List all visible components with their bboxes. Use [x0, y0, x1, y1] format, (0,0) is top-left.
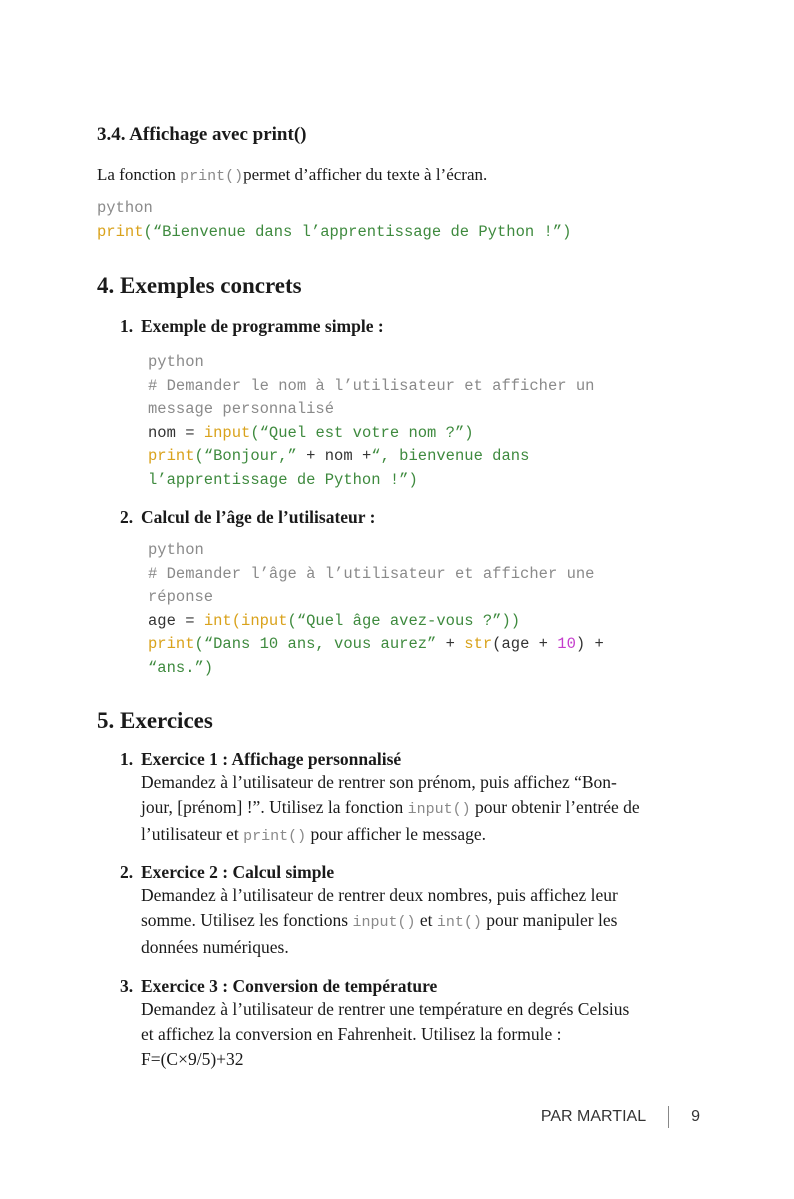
- code-block: python # Demander le nom à l’utilisateur et afficher un message personnalisé nom = input(“Quel est votre nom ?”) print(“Bonjour,” + nom +“, bienvenue dans l’apprentissage de Python !”): [148, 353, 595, 489]
- exercise-text: Demandez à l’utilisateur de rentrer une température en degrés Celsius et affichez la conversion en Fahrenheit. Utilisez la formule : F=(C×9/5)+32: [141, 997, 700, 1072]
- example-1: [120, 316, 700, 337]
- inline-code: int(): [436, 914, 482, 931]
- formula: F=(C×9/5)+32: [141, 1049, 244, 1069]
- inline-code: print(): [180, 168, 244, 185]
- inline-code: input(): [407, 801, 471, 818]
- exercise-3: [120, 976, 700, 1072]
- footer-author: PAR MARTIAL: [540, 1108, 647, 1125]
- inline-code: input(): [352, 914, 416, 931]
- list-number: 1.: [120, 749, 134, 769]
- code-lang: python: [97, 199, 153, 217]
- section-heading: 4. Exemples concrets: [97, 273, 302, 298]
- section-4: [97, 273, 700, 299]
- page-footer: [541, 1106, 700, 1128]
- list-number: 2.: [120, 862, 134, 882]
- section-intro: La fonction print()permet d’afficher du texte à l’écran.: [97, 165, 488, 185]
- exercise-1: [120, 749, 700, 849]
- footer-divider: [668, 1106, 669, 1128]
- list-number: 3.: [120, 976, 134, 996]
- exercise-text: Demandez à l’utilisateur de rentrer deux nombres, puis affichez leur somme. Utilisez les fonctions input() et int() pour manipuler les données numériques.: [141, 885, 618, 957]
- list-number: 1.: [120, 316, 134, 336]
- code-block: python # Demander l’âge à l’utilisateur et afficher une réponse age = int(input(“Quel âge avez-vous ?”)) print(“Dans 10 ans, vous aurez” + str(age + 10) + “ans.”): [148, 541, 604, 677]
- section-heading: 3.4. Affichage avec print(): [97, 124, 307, 145]
- section-3-4: [97, 124, 700, 146]
- inline-code: print(): [243, 828, 307, 845]
- exercise-title: Exercice 3 : Conversion de température: [141, 976, 438, 996]
- exercise-title: Exercice 1 : Affichage personnalisé: [141, 749, 402, 769]
- section-5: [97, 708, 700, 734]
- example-title: Exemple de programme simple :: [141, 316, 384, 336]
- exercise-text: Demandez à l’utilisateur de rentrer son prénom, puis affichez “Bon- jour, [prénom] !”. Utilisez la fonction input() pour obtenir l’entrée de l’utilisateur et print() pour afficher le message.: [141, 772, 640, 845]
- exercise-title: Exercice 2 : Calcul simple: [141, 862, 335, 882]
- exercise-2: [120, 862, 700, 960]
- section-heading: 5. Exercices: [97, 708, 213, 733]
- code-block: python print(“Bienvenue dans l’apprentissage de Python !”): [97, 199, 572, 241]
- list-number: 2.: [120, 507, 134, 527]
- example-2: [120, 507, 700, 528]
- page-number: 9: [691, 1108, 700, 1125]
- example-title: Calcul de l’âge de l’utilisateur :: [141, 507, 376, 527]
